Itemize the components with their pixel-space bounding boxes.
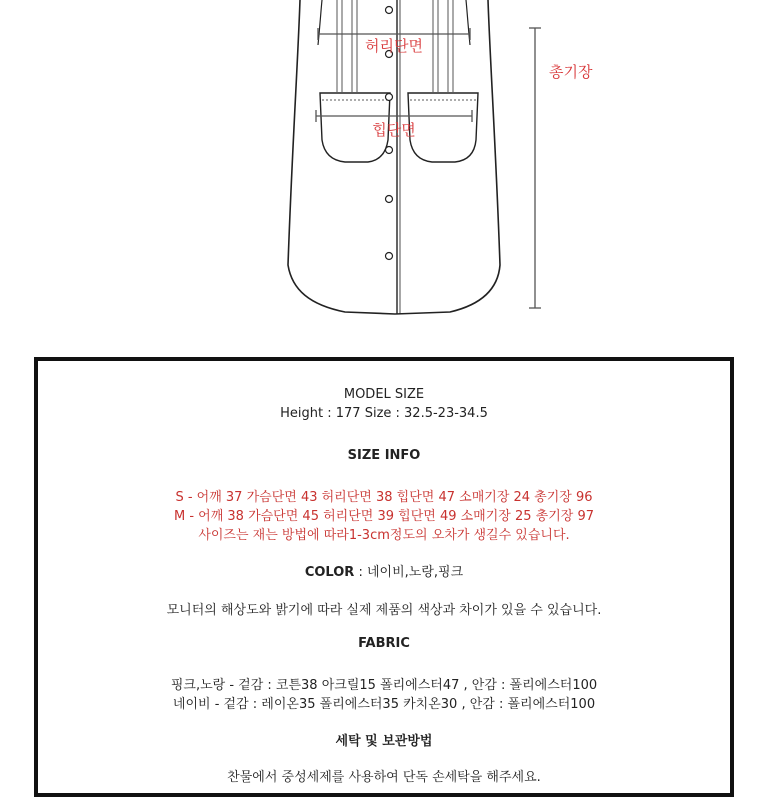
color-label: COLOR <box>304 565 355 580</box>
right-pocket <box>408 93 478 162</box>
dress-measurement-diagram <box>0 0 772 330</box>
fabric-heading: FABRIC <box>358 636 410 651</box>
monitor-notice: 모니터의 해상도와 밝기에 따라 실제 제품의 색상과 차이가 있을 수 있습니다. <box>166 603 602 618</box>
fabric-line-navy: 네이비 - 겉감 : 레이온35 폴리에스터35 카치온30 , 안감 : 폴리에스터100 <box>172 697 596 712</box>
color-line <box>38 561 730 580</box>
fabric-line-pink-yellow: 핑크,노랑 - 겉감 : 코튼38 아크릴15 폴리에스터47 , 안감 : 폴리에스터100 <box>170 678 598 693</box>
care-heading: 세탁 및 보관방법 <box>335 734 433 749</box>
size-info-note: 사이즈는 재는 방법에 따라1-3cm정도의 오차가 생길수 있습니다. <box>198 528 570 543</box>
size-info-m: M - 어깨 38 가슴단면 45 허리단면 39 힙단면 49 소매기장 25 총기장 97 <box>173 509 595 524</box>
care-line: 찬물에서 중성세제를 사용하여 단독 손세탁을 해주세요. <box>227 770 541 785</box>
total-length-label: 총기장 <box>549 63 593 81</box>
model-stats: Height : 177 Size : 32.5-23-34.5 <box>280 406 488 421</box>
size-info-heading: SIZE INFO <box>347 448 421 463</box>
hip-label: 힙단면 <box>372 121 416 139</box>
color-value: : 네이비,노랑,핑크 <box>354 565 464 580</box>
model-size-heading: MODEL SIZE <box>343 387 425 402</box>
waist-label: 허리단면 <box>365 37 423 55</box>
size-info-s: S - 어깨 37 가슴단면 43 허리단면 38 힙단면 47 소매기장 24 총기장 96 <box>175 490 593 505</box>
product-info-box <box>34 357 734 797</box>
